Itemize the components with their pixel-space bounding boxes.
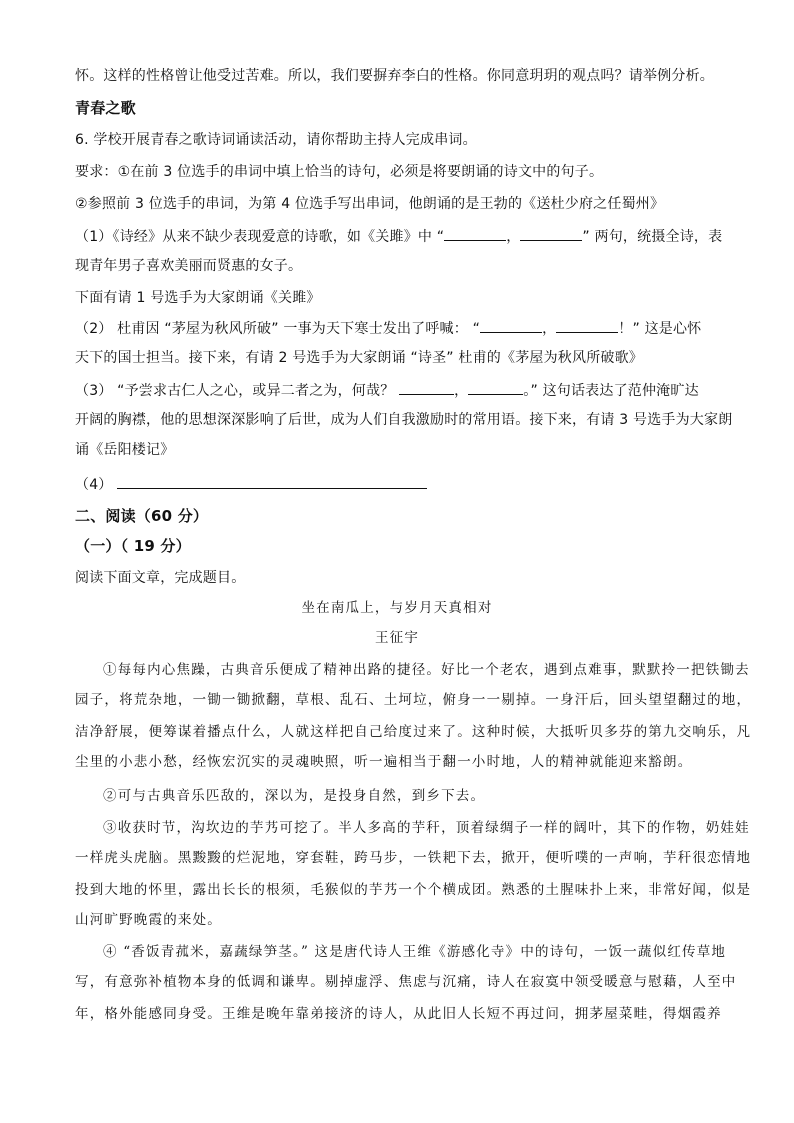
article-line: 年，格外能感同身受。王维是晚年靠弟接济的诗人，从此旧人长短不再过问，拥茅屋菜畦，得烟霞养 bbox=[75, 1006, 722, 1022]
answer-blank[interactable] bbox=[468, 380, 523, 395]
part-4-line: （4） bbox=[75, 474, 725, 495]
article-line: 园子，将荒杂地，一锄一锄掀翻，草根、乱石、土坷垃，俯身一一剔掉。一身汗后，回头望望翻过的地， bbox=[75, 692, 752, 708]
article-line: ②可与古典音乐匹敌的，深以为，是投身自然，到乡下去。 bbox=[103, 788, 486, 804]
answer-blank[interactable] bbox=[399, 380, 454, 395]
article-line: ③收获时节，沟坎边的芋艿可挖了。半人多高的芋秆，顶着绿绸子一样的阔叶，其下的作物，奶娃娃 bbox=[103, 820, 750, 836]
section-title: 青春之歌 bbox=[75, 99, 136, 117]
article-line: ①每每内心焦躁，古典音乐便成了精神出路的捷径。好比一个老农，遇到点难事，默默拎一把铁锄去 bbox=[103, 662, 750, 678]
part-1-line-3: 下面有请 1 号选手为大家朗诵《关雎》 bbox=[75, 290, 321, 306]
part-3-line-1: （3） “予尝求古仁人之心，或异二者之为，何哉？ ， 。” 这句话表达了范仲淹旷达 bbox=[75, 380, 725, 401]
answer-blank[interactable] bbox=[444, 226, 506, 241]
article-line: 尘里的小悲小愁，经恢宏沉实的灵魂映照，听一遍相当于翻一小时地，人的精神就能迎来豁朗。 bbox=[75, 754, 693, 770]
part-1-line-1: （1）《诗经》从来不缺少表现爱意的诗歌，如《关雎》中 “ ， ” 两句，统摄全诗，表 bbox=[75, 226, 725, 247]
answer-blank[interactable] bbox=[556, 318, 618, 333]
answer-blank[interactable] bbox=[480, 318, 542, 333]
answer-blank[interactable] bbox=[520, 226, 582, 241]
reading-heading: 二、阅读（60 分） bbox=[75, 507, 209, 525]
article-line: 投到大地的怀里，露出长长的根须，毛猴似的芋艿一个个横成团。熟悉的土腥味扑上来，非常好闻，似是 bbox=[75, 882, 752, 898]
article-line: 写，有意弥补植物本身的低调和谦卑。剔掉虚浮、焦虑与沉痛，诗人在寂寞中领受暖意与慰藉，人至中 bbox=[75, 974, 737, 990]
part-2-line-1: （2） 杜甫因 “茅屋为秋风所破” 一事为天下寒士发出了呼喊： “ ， ！” 这是心怀 bbox=[75, 318, 725, 339]
article-line: 山河旷野晚霞的来处。 bbox=[75, 912, 222, 928]
intro-line: 怀。这样的性格曾让他受过苦难。所以，我们要摒弃李白的性格。你同意玥玥的观点吗？请举例分析。 bbox=[75, 68, 714, 84]
question-6-requirement-1: 要求：①在前 3 位选手的串词中填上恰当的诗句，必须是将要朗诵的诗文中的句子。 bbox=[75, 164, 604, 180]
part-1-line-2: 现青年男子喜欢美丽而贤惠的女子。 bbox=[75, 258, 303, 274]
reading-subheading: （一）（ 19 分） bbox=[75, 537, 191, 555]
article-author: 王征宇 bbox=[374, 630, 420, 646]
article-line: 洁净舒展，便筹谋着播点什么，人就这样把自己给度过来了。这种时候，大抵听贝多芬的第九交响乐，凡 bbox=[75, 724, 752, 740]
part-3-line-3: 诵《岳阳楼记》 bbox=[75, 442, 175, 458]
part-2-line-2: 天下的国士担当。接下来，有请 2 号选手为大家朗诵 “诗圣” 杜甫的《茅屋为秋风所破歌》 bbox=[75, 350, 644, 366]
reading-instruction: 阅读下面文章，完成题目。 bbox=[75, 570, 246, 586]
article-line: ④ “香饭青菰米，嘉蔬绿笋茎。” 这是唐代诗人王维《游感化寺》中的诗句，一饭一蔬似红传草地 bbox=[103, 944, 727, 960]
question-6-stem: 6. 学校开展青春之歌诗词诵读活动，请你帮助主持人完成串词。 bbox=[75, 132, 477, 148]
article-title: 坐在南瓜上，与岁月天真相对 bbox=[301, 600, 493, 616]
part-3-line-2: 开阔的胸襟，他的思想深深影响了后世，成为人们自我激励时的常用语。接下来，有请 3 号选手为大家朗 bbox=[75, 412, 733, 428]
answer-blank[interactable] bbox=[117, 474, 427, 489]
article-line: 一样虎头虎脑。黑黢黢的烂泥地，穿套鞋，跨马步，一铁耙下去，掀开，便听噗的一声响，芋秆很恋情地 bbox=[75, 850, 752, 866]
question-6-requirement-2: ②参照前 3 位选手的串词，为第 4 位选手写出串词，他朗诵的是王勃的《送杜少府之任蜀州》 bbox=[75, 196, 665, 212]
